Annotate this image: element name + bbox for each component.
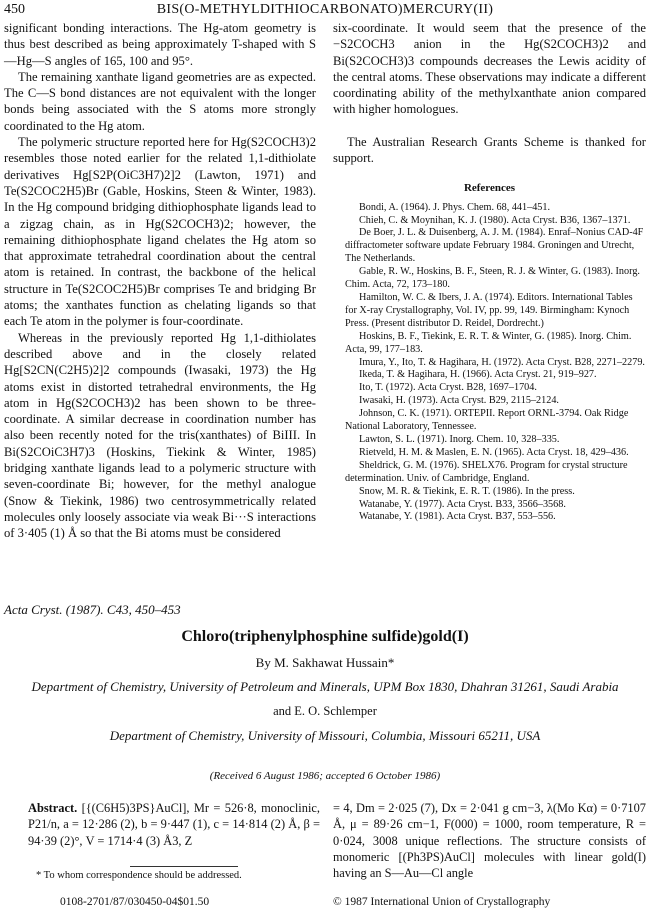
coauthor-line: and E. O. Schlemper: [273, 704, 377, 718]
abstract-right: = 4, Dm = 2·025 (7), Dx = 2·041 g cm−3, λ(Mo Kα) = 0·7107 Å, μ = 89·26 cm−1, F(000) = 1000, room temperature, R = 0·024, 3008 unique reflections. The structure consists of monomeric [(Ph3PS)AuCl] molecules with linear gold(I) having an S—Au—Cl angle: [333, 801, 646, 881]
footnote-rule: [130, 866, 238, 867]
journal-citation: Acta Cryst. (1987). C43, 450–453: [4, 602, 181, 617]
received-dates: (Received 6 August 1986; accepted 6 October 1986): [209, 770, 441, 782]
reference-item: Chieh, C. & Moynihan, K. J. (1980). Acta Cryst. B36, 1367–1371.: [359, 214, 631, 226]
reference-item: Bondi, A. (1964). J. Phys. Chem. 68, 441–451.: [359, 201, 551, 213]
reference-item: Lawton, S. L. (1971). Inorg. Chem. 10, 328–335.: [359, 433, 560, 445]
reference-item: Hoskins, B. F., Tiekink, E. R. T. & Winter, G. (1985). Inorg. Chim. Acta, 99, 177–183.: [345, 330, 632, 355]
footnote: * To whom correspondence should be addressed.: [36, 870, 242, 881]
paragraph-5: six-coordinate. It would seem that the presence of the −S2COCH3 anion in the Hg(S2COCH3)2 and Bi(S2COCH3)3 compounds decreases the Lewis acidity of the central atoms. These observations may indicate a different coordinating ability of the methylxanthate anion compared with higher homologues.: [333, 21, 646, 117]
reference-item: Iwasaki, H. (1973). Acta Cryst. B29, 2115–2124.: [359, 395, 559, 407]
reference-item: Ito, T. (1972). Acta Cryst. B28, 1697–1704.: [359, 382, 537, 394]
page-number: 450: [4, 2, 25, 17]
paragraph-4: Whereas in the previously reported Hg 1,1-dithiolates described above and in the closely related Hg[S2CN(C2H5)2]2 compounds (Iwasaki, 1973) the Hg atoms exist in distorted tetrahedral environments, the Hg atom in Hg(S2COCH3)2 has been shown to be three-coordinate. A similar decrease in coordination number has also been recently noted for the tris(xanthates) of BiIII. In Bi(S2COiC3H7)3 (Hoskins, Tiekink & Winter, 1985) bridging xanthate ligands lead to a polymeric structure with seven-coordinate Bi; however, for the methyl analogue (Snow & Tiekink, 1986) two centrosymmetrically related molecules only loosely associate via weak Bi···S interactions of 3·405 (1) Å so that the Bi atoms must be considered: [4, 330, 316, 541]
affiliation-1: Department of Chemistry, University of Petroleum and Minerals, UPM Box 1830, Dhahran 31261, Saudi Arabia: [31, 679, 619, 694]
reference-item: Watanabe, Y. (1977). Acta Cryst. B33, 3566–3568.: [359, 498, 566, 510]
acknowledgement: The Australian Research Grants Scheme is thanked for support.: [333, 134, 646, 166]
paragraph-3: The polymeric structure reported here for Hg(S2COCH3)2 resembles those noted earlier for the related 1,1-dithiolate derivatives Hg[S2P(OiC3H7)2]2 (Lawton, 1971) and Te(S2COC2H5)Br (Gable, Hoskins, Steen & Winter, 1983). In the Hg compound bridging dithiophosphate ligands lead to a zigzag chain, as in Hg(S2COCH3)2; however, the remaining dithiophosphate ligand chelates the Hg atom so that approximate tetrahedral coordination about the central atom is retained. In contrast, the backbone of the helical structure in Te(S2COC2H5)Br comprises Te and bridging Br atoms; the xanthates function as chelating ligands so that each Te atom in the polymer is four-coordinate.: [4, 135, 316, 329]
reference-item: Ikeda, T. & Hagihara, H. (1966). Acta Cryst. 21, 919–927.: [359, 369, 597, 381]
reference-item: Sheldrick, G. M. (1976). SHELX76. Program for crystal structure determination. Univ. of Cambridge, England.: [345, 459, 628, 484]
abstract-text-left: [{(C6H5)3PS}AuCl], Mr = 526·8, monoclinic, P21/n, a = 12·286 (2), b = 9·447 (1), c = 14·814 (2) Å, β = 94·39 (2)°, V = 1714·4 (3) Å3, Z: [28, 801, 320, 848]
copyright-line: © 1987 International Union of Crystallography: [333, 896, 551, 908]
left-column: [4, 20, 316, 542]
affiliation-2: Department of Chemistry, University of Missouri, Columbia, Missouri 65211, USA: [109, 728, 541, 743]
issn-line: 0108-2701/87/030450-04$01.50: [60, 896, 210, 908]
paragraph-1: significant bonding interactions. The Hg-atom geometry is thus best described as being approximately T-shaped with S—Hg—S angles of 165, 100 and 95°.: [4, 21, 316, 68]
reference-item: Snow, M. R. & Tiekink, E. R. T. (1986). In the press.: [359, 485, 575, 497]
right-column: [333, 20, 646, 524]
reference-item: Watanabe, Y. (1981). Acta Cryst. B37, 553–556.: [359, 511, 556, 523]
running-title: BIS(O-METHYLDITHIOCARBONATO)MERCURY(II): [156, 2, 494, 17]
article-title: Chloro(triphenylphosphine sulfide)gold(I): [181, 628, 469, 645]
paragraph-2: The remaining xanthate ligand geometries are as expected. The C—S bond distances are not equivalent with the longer bonds being associated with the S atoms more strongly coordinated to the Hg atom.: [4, 69, 316, 133]
reference-item: Imura, Y., Ito, T. & Hagihara, H. (1972). Acta Cryst. B28, 2271–2279.: [359, 356, 645, 368]
reference-item: Rietveld, H. M. & Maslen, E. N. (1965). Acta Cryst. 18, 429–436.: [359, 446, 629, 458]
reference-item: Johnson, C. K. (1971). ORTEPII. Report ORNL-3794. Oak Ridge National Laboratory, Tennessee.: [345, 408, 629, 433]
reference-item: De Boer, J. L. & Duisenberg, A. J. M. (1984). Enraf–Nonius CAD-4F diffractometer software update February 1984. Groningen and Utrecht, The Netherlands.: [345, 227, 644, 265]
abstract-left: [28, 800, 320, 849]
byline: By M. Sakhawat Hussain*: [255, 655, 395, 670]
references-heading: References: [463, 182, 516, 195]
reference-item: Gable, R. W., Hoskins, B. F., Steen, R. J. & Winter, G. (1983). Inorg. Chim. Acta, 72, 173–180.: [345, 266, 640, 291]
reference-item: Hamilton, W. C. & Ibers, J. A. (1974). Editors. International Tables for X-ray Crystallography, Vol. IV, pp. 99, 149. Birmingham: Kynoch Press. (Present distributor D. Reidel, Dordrecht.): [345, 292, 633, 329]
abstract-label: Abstract.: [28, 801, 78, 815]
references-list: [333, 202, 646, 525]
